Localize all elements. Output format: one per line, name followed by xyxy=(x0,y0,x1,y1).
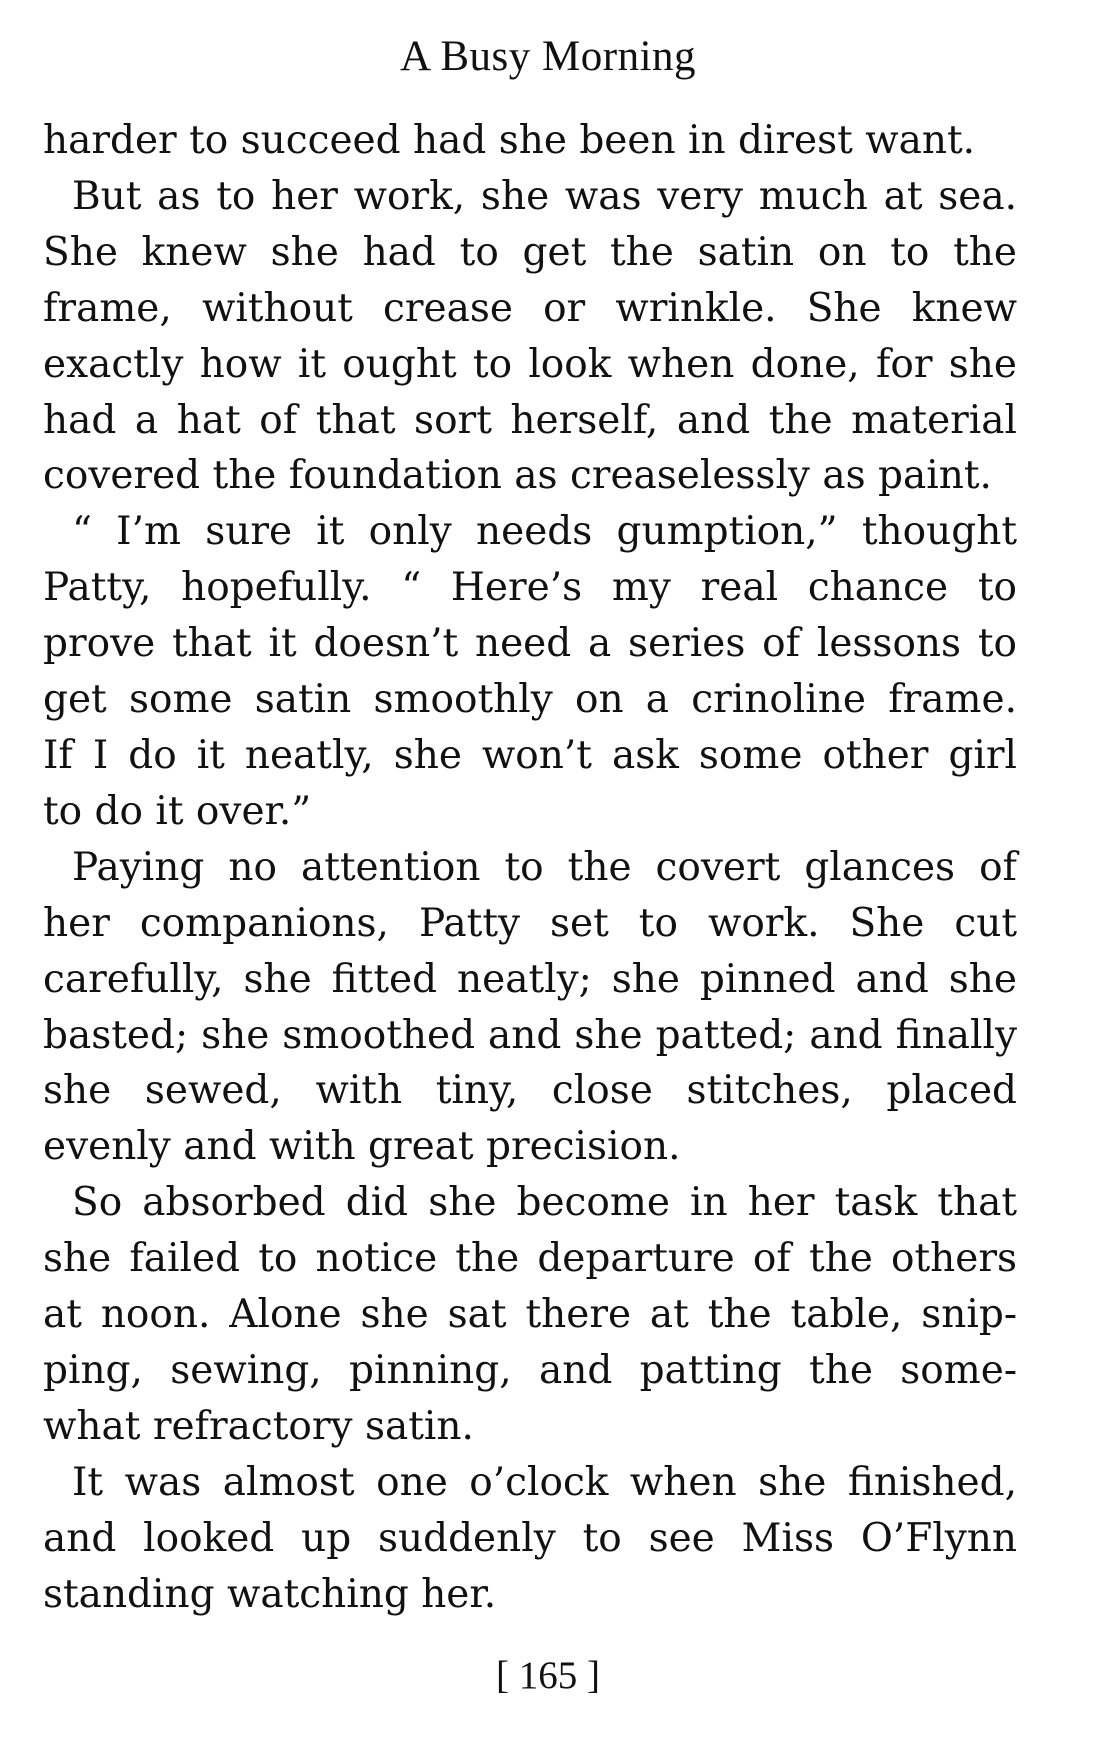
text-line: at noon. Alone she sat there at the table, snip- xyxy=(43,1292,1017,1338)
text-line: she failed to notice the departure of the others xyxy=(43,1236,1017,1282)
body-text xyxy=(43,113,1017,1622)
text-line: had a hat of that sort herself, and the material xyxy=(43,397,1017,443)
text-line: covered the foundation as creaselessly as paint. xyxy=(43,453,992,499)
page-number: [ 165 ] xyxy=(496,1654,600,1697)
text-line: harder to succeed had she been in direst want. xyxy=(43,118,976,163)
text-line: It was almost one o’clock when she finished, xyxy=(72,1459,1017,1505)
text-line: evenly and with great precision. xyxy=(43,1124,681,1170)
text-line: So absorbed did she become in her task that xyxy=(72,1180,1017,1226)
text-line: She knew she had to get the satin on to the xyxy=(43,229,1017,275)
text-line: frame, without crease or wrinkle. She knew xyxy=(43,285,1017,331)
text-line: exactly how it ought to look when done, for she xyxy=(43,341,1017,387)
text-line: If I do it neatly, she won’t ask some other girl xyxy=(43,732,1017,778)
text-line: “ I’m sure it only needs gumption,” thought xyxy=(72,509,1017,555)
text-line: she sewed, with tiny, close stitches, placed xyxy=(43,1068,1017,1114)
text-line: ping, sewing, pinning, and patting the some- xyxy=(43,1347,1017,1393)
text-line: what refractory satin. xyxy=(43,1403,474,1449)
text-line: prove that it doesn’t need a series of lessons to xyxy=(43,621,1017,667)
text-line: Paying no attention to the covert glances of xyxy=(72,844,1017,890)
text-line: But as to her work, she was very much at sea. xyxy=(72,173,1017,219)
text-line: get some satin smoothly on a crinoline frame. xyxy=(43,677,1017,723)
text-line: Patty, hopefully. “ Here’s my real chance to xyxy=(43,565,1017,611)
text-line: carefully, she fitted neatly; she pinned and she xyxy=(43,956,1017,1002)
text-line: her companions, Patty set to work. She cut xyxy=(43,900,1017,946)
text-line: standing watching her. xyxy=(43,1571,497,1617)
running-head: A Busy Morning xyxy=(399,33,697,80)
text-line: basted; she smoothed and she patted; and finally xyxy=(43,1012,1017,1058)
text-line: to do it over.” xyxy=(43,788,312,834)
text-line: and looked up suddenly to see Miss O’Flynn xyxy=(43,1515,1017,1561)
